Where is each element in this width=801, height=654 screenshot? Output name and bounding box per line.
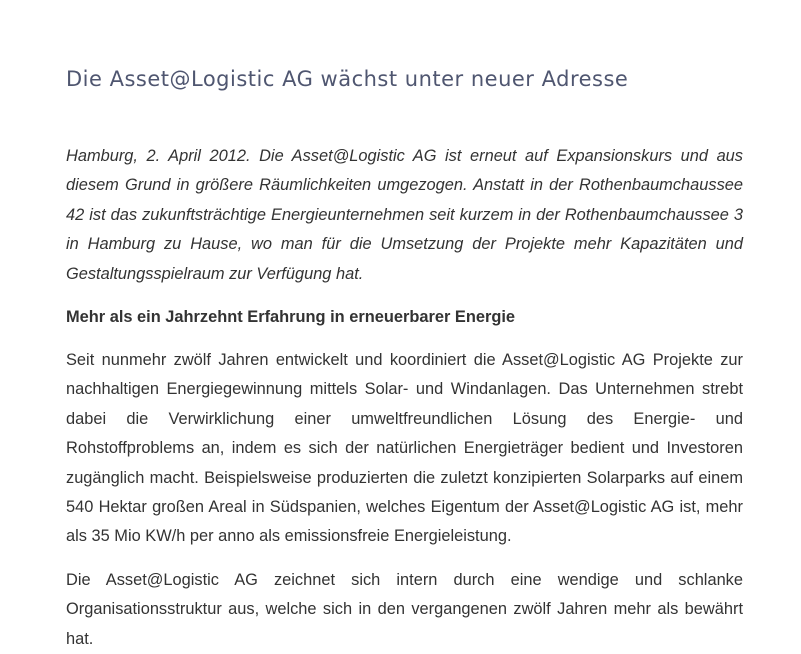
lead-paragraph: Hamburg, 2. April 2012. Die Asset@Logistic AG ist erneut auf Expansionskurs und aus diesem Grund in größere Räumlichkeiten umgezogen. Anstatt in der Rothenbaumchaussee 42 ist das zukunftsträchtige Energieunternehmen seit kurzem in der Rothenbaumchaussee 3 in Hamburg zu Hause, wo man für die Umsetzung der Projekte mehr Kapazitäten und Gestaltungsspielraum zur Verfügung hat. [66, 147, 743, 283]
section-heading: Mehr als ein Jahrzehnt Erfahrung in erneuerbarer Energie [66, 308, 516, 327]
body-paragraph: Seit nunmehr zwölf Jahren entwickelt und koordiniert die Asset@Logistic AG Projekte zur nachhaltigen Energiegewinnung mittels Solar- und Windanlagen. Das Unternehmen strebt dabei die Verwirklichung einer umweltfreundlichen Lösung des Energie- und Rohstoffproblems an, indem es sich der natürlichen Energieträger bedient und Investoren zugänglich macht. Beispielsweise produzierten die zuletzt konzipierten Solarparks auf einem 540 Hektar großen Areal in Südspanien, welches Eigentum der Asset@Logistic AG ist, mehr als 35 Mio KW/h per anno als emissionsfreie Energieleistung. [66, 351, 743, 546]
body-paragraph: Die Asset@Logistic AG zeichnet sich intern durch eine wendige und schlanke Organisationsstruktur aus, welche sich in den vergangenen zwölf Jahren mehr als bewährt hat. [66, 570, 743, 648]
page-title: Die Asset@Logistic AG wächst unter neuer Adresse [66, 67, 629, 91]
article [66, 0, 743, 654]
